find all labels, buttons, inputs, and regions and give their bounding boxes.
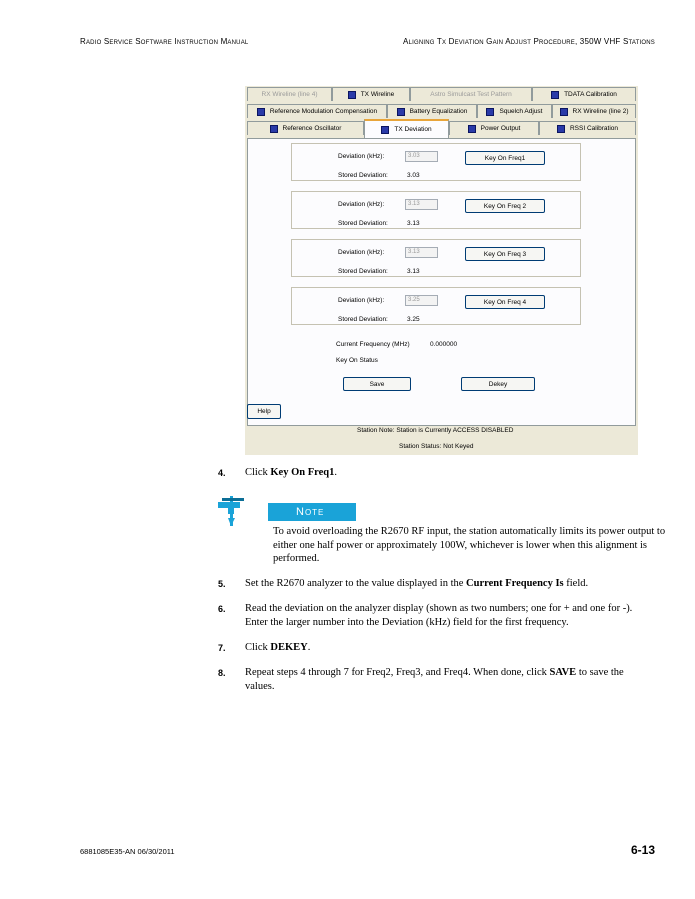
checkbox-icon: [468, 125, 476, 133]
deviation-input-4[interactable]: 3.25: [405, 295, 438, 306]
step-text-part: Click: [245, 642, 271, 653]
key-on-freq3-button[interactable]: Key On Freq 3: [465, 247, 545, 261]
step-number: 6.: [218, 604, 226, 614]
checkbox-icon: [397, 108, 405, 116]
tab-tx-wireline[interactable]: [332, 87, 410, 101]
checkbox-icon: [257, 108, 265, 116]
checkbox-icon: [348, 91, 356, 99]
tab-label: TX Wireline: [360, 91, 395, 98]
checkbox-icon: [557, 125, 565, 133]
status-area: [245, 421, 638, 455]
freq1-group: [291, 143, 581, 181]
step-text-part: Set the R2670 analyzer to the value displayed in the: [245, 578, 467, 589]
help-button[interactable]: Help: [247, 404, 281, 419]
tab-power-output[interactable]: [449, 121, 539, 135]
deviation-label: Deviation (kHz):: [338, 201, 385, 208]
stored-deviation-value: 3.25: [407, 316, 420, 323]
tab-label: RX Wireline (line 4): [261, 91, 318, 98]
tab-rx-wireline-line4[interactable]: [247, 87, 332, 101]
tab-label: Battery Equalization: [409, 108, 468, 115]
tab-label: Power Output: [480, 125, 521, 132]
step-text-part: .: [307, 642, 311, 653]
tab-ref-mod-comp[interactable]: [247, 104, 387, 118]
step-emphasis: DEKEY: [270, 642, 308, 653]
step-emphasis: Key On Freq1: [270, 467, 335, 478]
checkbox-icon: [486, 108, 494, 116]
stored-deviation-value: 3.03: [407, 172, 420, 179]
tab-rssi-calibration[interactable]: [539, 121, 636, 135]
note-text: To avoid overloading the R2670 RF input, the station automatically limits its power output to either one half power or approximately 100W, whichever is lower when this alignment is performed.: [273, 526, 666, 564]
tab-tdata-calibration[interactable]: [532, 87, 636, 101]
note-label-text: Note: [296, 506, 325, 518]
note-label: [268, 503, 356, 521]
step-text-part: field.: [563, 578, 589, 589]
step-number: 7.: [218, 643, 226, 653]
checkbox-icon: [551, 91, 559, 99]
deviation-input-1[interactable]: 3.03: [405, 151, 438, 162]
tab-tx-deviation[interactable]: [364, 119, 449, 138]
step-text: [245, 577, 655, 591]
stored-deviation-value: 3.13: [407, 268, 420, 275]
rss-screenshot: [245, 86, 638, 455]
stored-deviation-label: Stored Deviation:: [338, 220, 388, 227]
key-on-freq1-button[interactable]: Key On Freq1: [465, 151, 545, 165]
key-on-freq2-button[interactable]: Key On Freq 2: [465, 199, 545, 213]
tab-label: Astro Simulcast Test Pattern: [430, 91, 512, 98]
tx-deviation-panel: [247, 138, 636, 426]
step-text-part: to save the values.: [245, 667, 624, 692]
tab-label: Reference Modulation Compensation: [269, 108, 378, 115]
tab-label: Squelch Adjust: [499, 108, 543, 115]
step-text: [245, 666, 655, 694]
step-emphasis: Current Frequency Is: [466, 578, 564, 589]
step-emphasis: SAVE: [549, 667, 577, 678]
tab-reference-oscillator[interactable]: [247, 121, 364, 135]
tab-label: RSSI Calibration: [569, 125, 619, 132]
current-frequency-label: Current Frequency (MHz): [336, 341, 410, 348]
station-status: Station Status: Not Keyed: [399, 443, 474, 450]
checkbox-icon: [560, 108, 568, 116]
tab-label: RX Wireline (line 2): [572, 108, 629, 115]
running-header-left: Radio Service Software Instruction Manual: [80, 37, 249, 46]
deviation-input-2[interactable]: 3.13: [405, 199, 438, 210]
freq2-group: [291, 191, 581, 229]
tab-rx-wireline-line2[interactable]: [552, 104, 636, 118]
freq3-group: [291, 239, 581, 277]
footer-doc-id: 6881085E35-AN 06/30/2011: [80, 847, 175, 856]
current-frequency-value: 0.000000: [430, 341, 458, 348]
step-text: Read the deviation on the analyzer display (shown as two numbers; one for + and one for -). Enter the larger number into the Deviation (kHz) field for the first frequency.: [245, 603, 633, 628]
checkbox-icon: [381, 126, 389, 134]
tab-battery-equalization[interactable]: [387, 104, 477, 118]
step-text-part: .: [334, 467, 337, 478]
station-note: Station Note: Station is Currently ACCESS DISABLED: [357, 427, 514, 434]
running-header-right: Aligning Tx Deviation Gain Adjust Procedure, 350W VHF Stations: [403, 37, 655, 46]
step-number: 5.: [218, 579, 226, 589]
save-button[interactable]: Save: [343, 377, 411, 391]
tab-label: Reference Oscillator: [282, 125, 342, 132]
key-on-freq4-button[interactable]: Key On Freq 4: [465, 295, 545, 309]
tab-label: TX Deviation: [394, 126, 432, 133]
note-pushpin-icon: [218, 494, 258, 530]
dekey-button[interactable]: Dekey: [461, 377, 535, 391]
key-on-status-label: Key On Status: [336, 357, 378, 364]
deviation-label: Deviation (kHz):: [338, 153, 385, 160]
stored-deviation-label: Stored Deviation:: [338, 172, 388, 179]
step-text-part: Repeat steps 4 through 7 for Freq2, Freq3, and Freq4. When done, click: [245, 667, 550, 678]
footer-page-number: 6-13: [630, 843, 655, 857]
stored-deviation-value: 3.13: [407, 220, 420, 227]
tab-label: TDATA Calibration: [564, 91, 617, 98]
stored-deviation-label: Stored Deviation:: [338, 268, 388, 275]
deviation-input-3[interactable]: 3.13: [405, 247, 438, 258]
deviation-label: Deviation (kHz):: [338, 297, 385, 304]
step-text: [245, 641, 655, 655]
step-text: [245, 466, 655, 480]
checkbox-icon: [270, 125, 278, 133]
step-number: 4.: [218, 468, 226, 478]
step-text-part: Click: [245, 467, 271, 478]
tab-squelch-adjust[interactable]: [477, 104, 552, 118]
tab-astro-simulcast[interactable]: [410, 87, 532, 101]
deviation-label: Deviation (kHz):: [338, 249, 385, 256]
freq4-group: [291, 287, 581, 325]
step-number: 8.: [218, 668, 226, 678]
stored-deviation-label: Stored Deviation:: [338, 316, 388, 323]
